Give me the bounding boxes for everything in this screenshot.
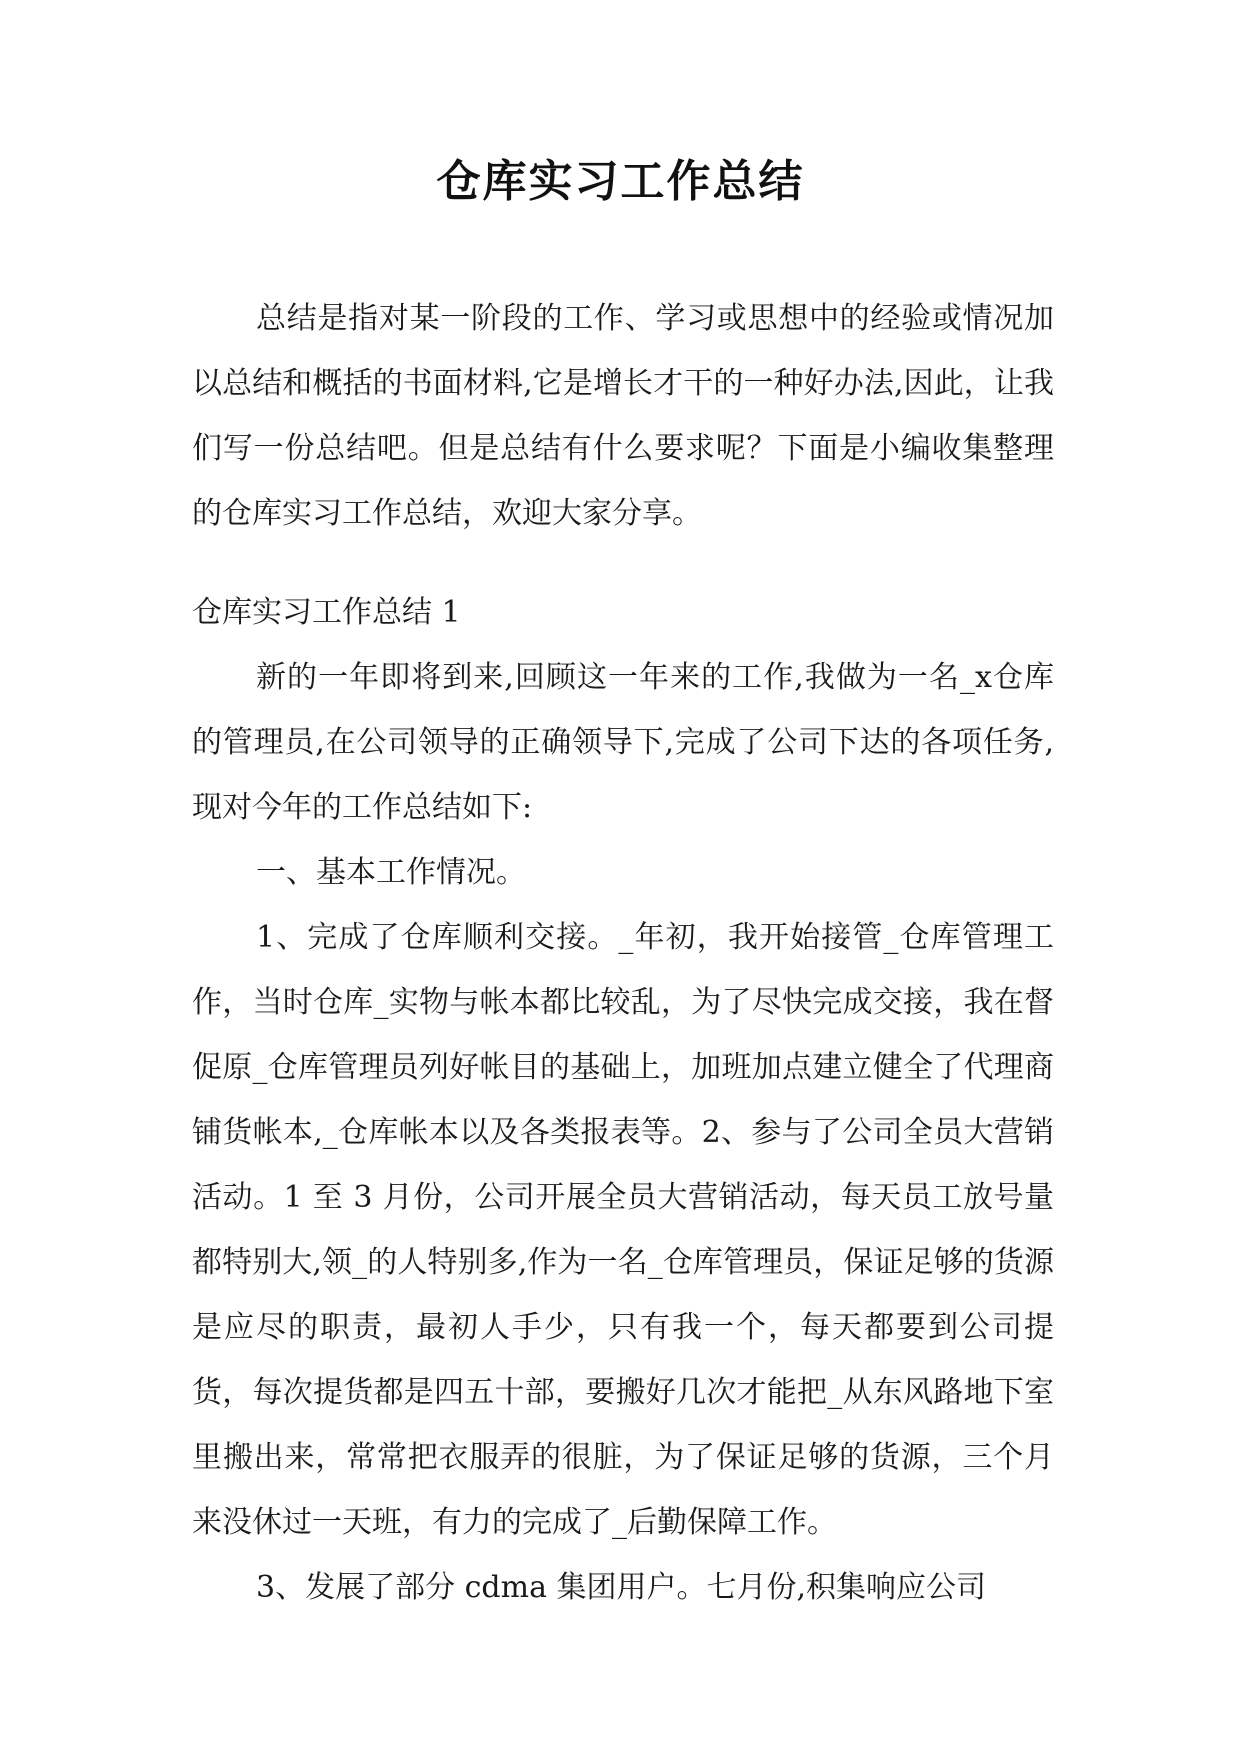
section-block (192, 580, 1054, 1620)
body-paragraph: 一、基本工作情况。 (256, 855, 526, 890)
document-title: 仓库实习工作总结 (436, 156, 805, 207)
body-paragraph: 新的一年即将到来,回顾这一年来的工作,我做为一名_x仓库的管理员,在公司领导的正确领导下,完成了公司下达的各项任务,现对今年的工作总结如下: (192, 660, 1054, 825)
body-paragraph: 1、完成了仓库顺利交接。_年初，我开始接管_仓库管理工作，当时仓库_实物与帐本都比较乱，为了尽快完成交接，我在督促原_仓库管理员列好帐目的基础上，加班加点建立健全了代理商铺货帐本,_仓库帐本以及各类报表等。2、参与了公司全员大营销活动。1 至 3 月份，公司开展全员大营销活动，每天员工放号量都特别大,领_的人特别多,作为一名_仓库管理员，保证足够的货源是应尽的职责，最初人手少，只有我一个，每天都要到公司提货，每次提货都是四五十部，要搬好几次才能把_从东风路地下室里搬出来，常常把衣服弄的很脏，为了保证足够的货源，三个月来没休过一天班，有力的完成了_后勤保障工作。 (192, 920, 1054, 1540)
intro-block (192, 286, 1054, 546)
body-paragraph: 3、发展了部分 cdma 集团用户。七月份,积集响应公司 (256, 1570, 987, 1605)
intro-paragraph: 总结是指对某一阶段的工作、学习或思想中的经验或情况加以总结和概括的书面材料,它是增长才干的一种好办法,因此，让我们写一份总结吧。但是总结有什么要求呢？下面是小编收集整理的仓库实习工作总结，欢迎大家分享。 (192, 301, 1054, 531)
section-title: 仓库实习工作总结 1 (192, 595, 461, 630)
